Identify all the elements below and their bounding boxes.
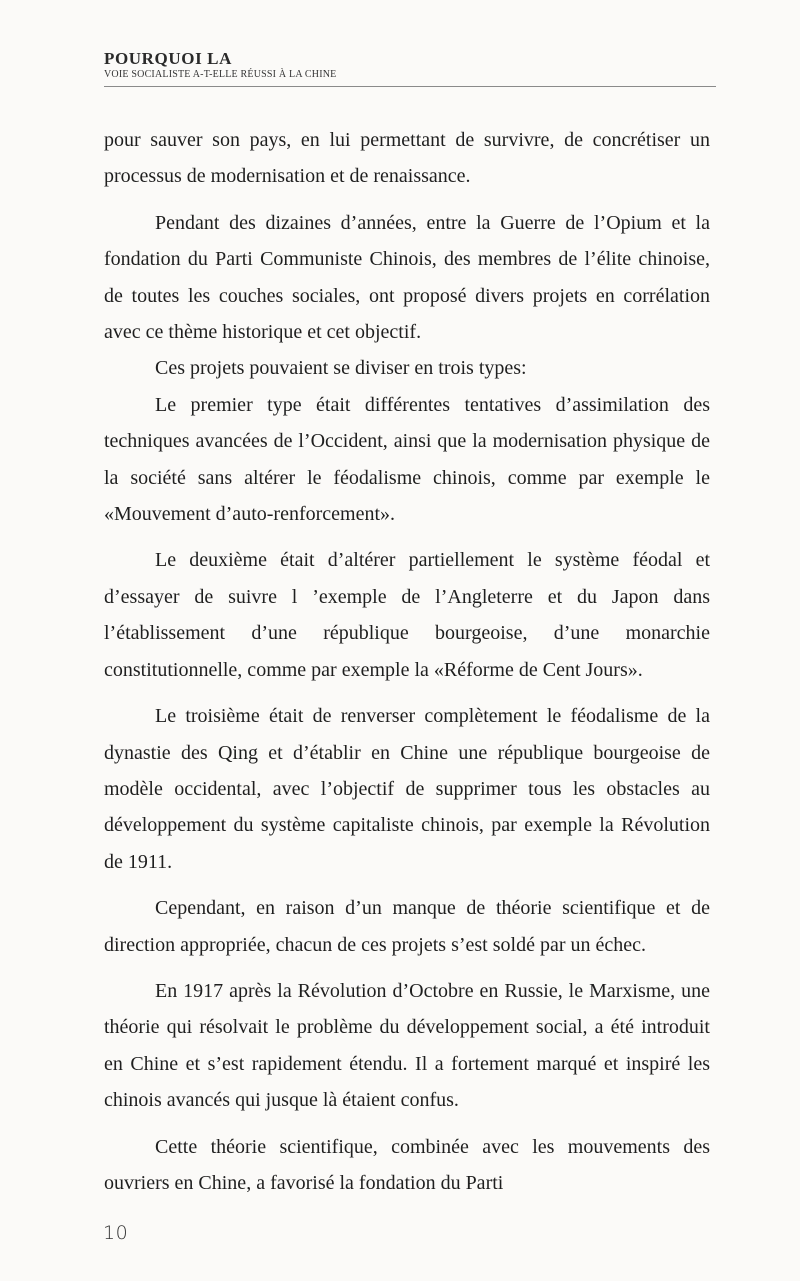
paragraph: Le premier type était différentes tentatives d’assimilation des techniques avancées de l’Occident, ainsi que la modernisation physique de la société sans altérer le féodalisme chinois, comme par exemple le «Mouvement d’auto-renforcement». <box>104 393 710 526</box>
paragraph: En 1917 après la Révolution d’Octobre en Russie, le Marxisme, une théorie qui résolvait le problème du développement social, a été introduit en Chine et s’est rapidement étendu. Il a fortement marqué et inspiré les chinois avancés qui jusque là étaient confus. <box>104 979 710 1112</box>
body-text <box>104 122 710 1201</box>
paragraph: Cependant, en raison d’un manque de théorie scientifique et de direction appropriée, chacun de ces projets s’est soldé par un échec. <box>104 897 710 956</box>
paragraph: Pendant des dizaines d’années, entre la Guerre de l’Opium et la fondation du Parti Communiste Chinois, des membres de l’élite chinoise, de toutes les couches sociales, ont proposé divers projets en corrélation avec ce thème historique et cet objectif. <box>104 211 710 344</box>
paragraph: Cette théorie scientifique, combinée avec les mouvements des ouvriers en Chine, a favorisé la fondation du Parti <box>104 1135 710 1194</box>
header-rule <box>104 86 716 87</box>
header-subtitle: VOIE SOCIALISTE A-T-ELLE RÉUSSI À LA CHINE <box>104 69 337 80</box>
paragraph: Le troisième était de renverser complètement le féodalisme de la dynastie des Qing et d’établir en Chine une république bourgeoise de modèle occidental, avec l’objectif de supprimer tous les obstacles au développement du système capitaliste chinois, par exemple la Révolution de 1911. <box>104 705 710 873</box>
paragraph-continuation: pour sauver son pays, en lui permettant de survivre, de concrétiser un processus de modernisation et de renaissance. <box>104 129 710 188</box>
running-header <box>104 50 716 81</box>
paragraph: Ces projets pouvaient se diviser en trois types: <box>155 357 527 380</box>
page-number: 10 <box>103 1222 129 1244</box>
header-title: POURQUOI LA <box>104 49 232 68</box>
paragraph: Le deuxième était d’altérer partiellement le système féodal et d’essayer de suivre l ’exemple de l’Angleterre et du Japon dans l’établissement d’une république bourgeoise, d’une monarchie constitutionnelle, comme par exemple la «Réforme de Cent Jours». <box>104 549 710 681</box>
